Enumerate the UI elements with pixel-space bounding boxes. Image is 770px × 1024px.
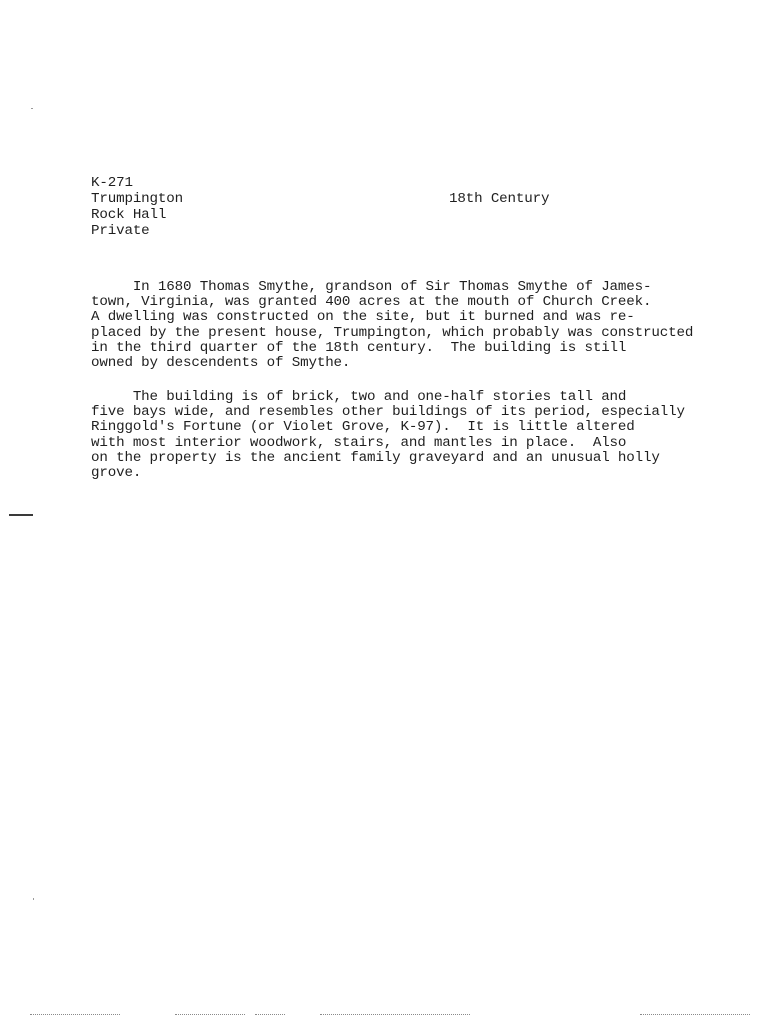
scan-edge-noise <box>320 1014 470 1016</box>
paragraph-history <box>91 280 751 371</box>
scan-edge-noise <box>640 1014 750 1016</box>
paragraph-description <box>91 390 751 481</box>
scan-edge-noise <box>175 1014 245 1016</box>
paragraph-line: five bays wide, and resembles other buildings of its period, especially <box>91 404 685 421</box>
paragraph-line: In 1680 Thomas Smythe, grandson of Sir Thomas Smythe of James- <box>91 279 652 295</box>
paragraph-line: A dwelling was constructed on the site, but it burned and was re- <box>91 309 635 326</box>
paragraph-line: town, Virginia, was granted 400 acres at the mouth of Church Creek. <box>91 294 652 311</box>
property-period: 18th Century <box>449 191 550 207</box>
paragraph-line: grove. <box>91 465 142 482</box>
paragraph-line: with most interior woodwork, stairs, and mantles in place. Also <box>91 434 627 451</box>
paragraph-line: in the third quarter of the 18th century. The building is still <box>91 339 627 356</box>
scan-edge-noise <box>255 1014 285 1016</box>
paragraph-line: The building is of brick, two and one-half stories tall and <box>91 389 627 405</box>
scan-edge-noise <box>30 1014 120 1016</box>
paragraph-line: on the property is the ancient family graveyard and an unusual holly <box>91 449 660 466</box>
record-header <box>91 175 183 239</box>
paragraph-line: Ringgold's Fortune (or Violet Grove, K-97). It is little altered <box>91 419 635 436</box>
property-access: Private <box>91 223 150 239</box>
scan-mark <box>9 514 33 516</box>
scan-speck <box>33 898 34 900</box>
scan-speck <box>31 108 33 109</box>
record-id: K-271 <box>91 175 133 191</box>
paragraph-line: placed by the present house, Trumpington, which probably was constructed <box>91 324 694 341</box>
paragraph-line: owned by descendents of Smythe. <box>91 355 351 372</box>
property-location: Rock Hall <box>91 207 167 223</box>
property-name: Trumpington <box>91 191 184 207</box>
